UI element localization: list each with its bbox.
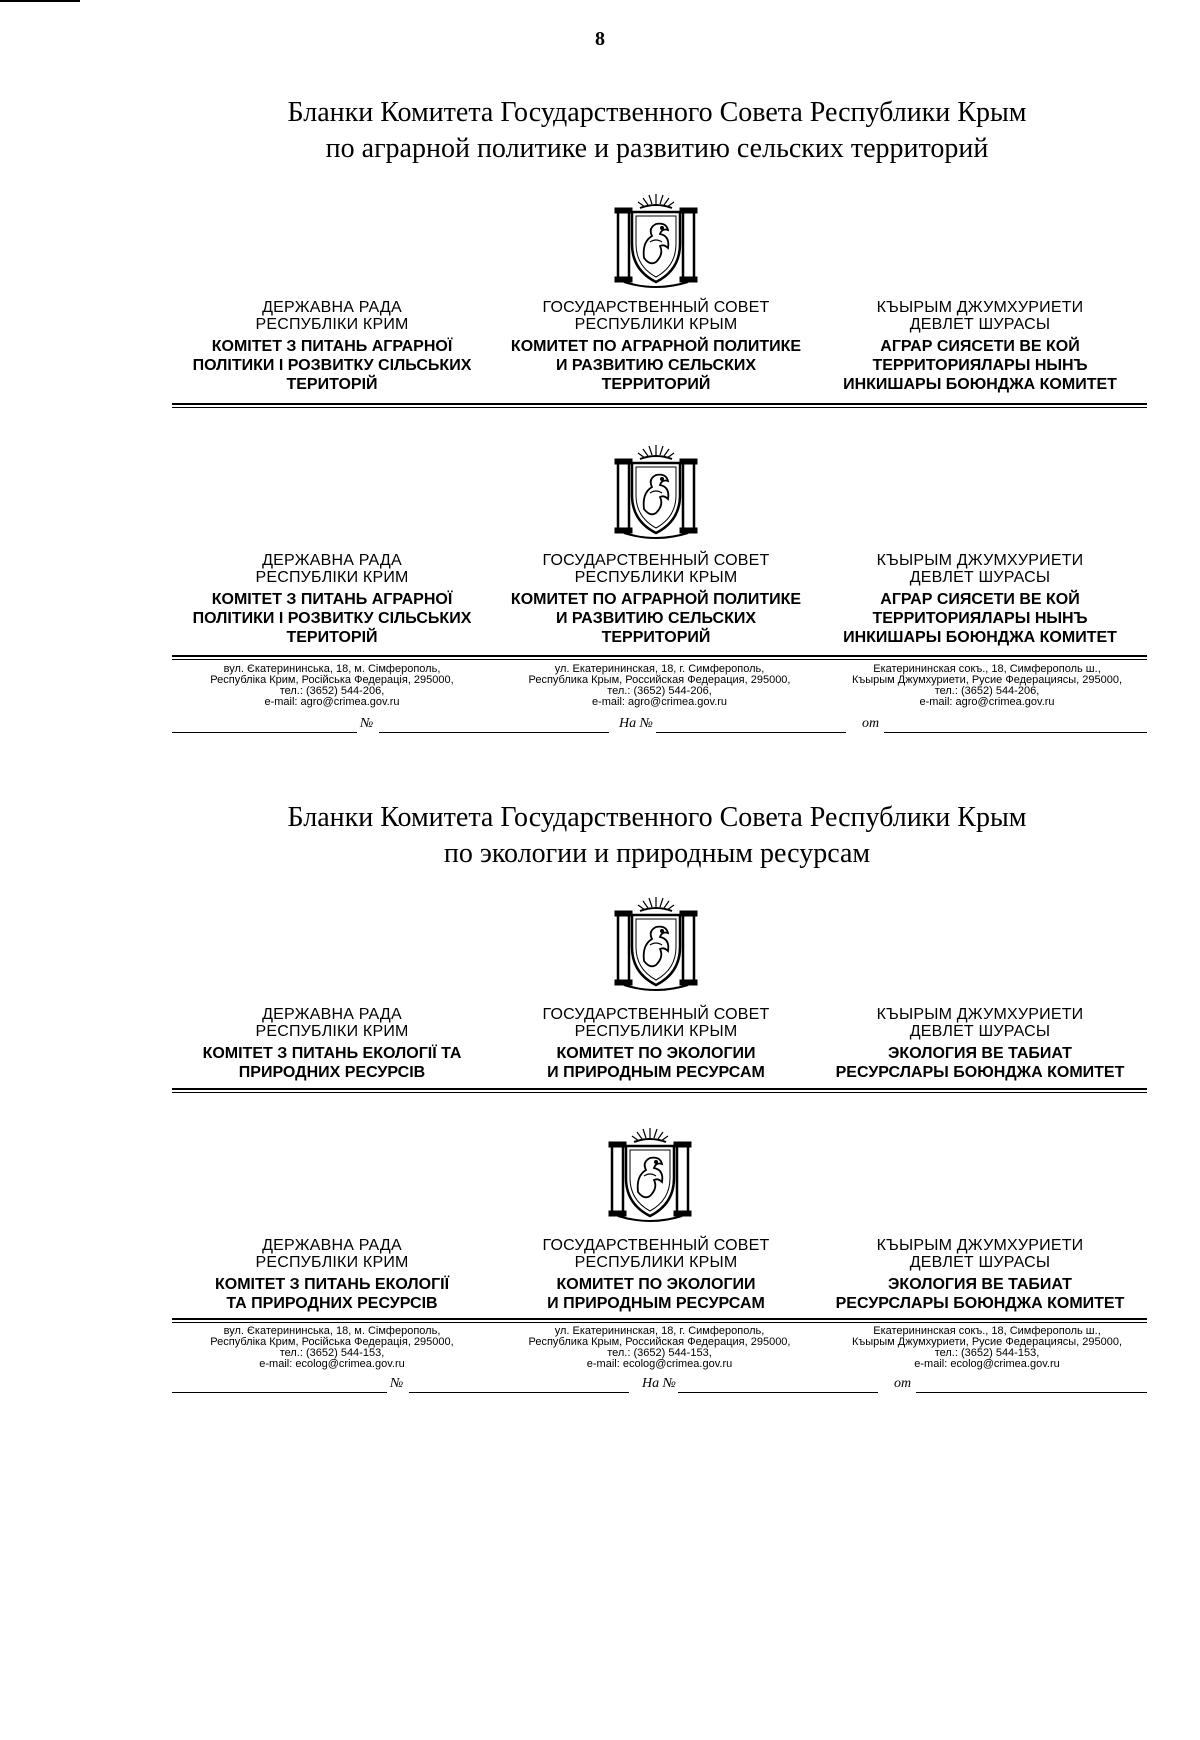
address-line: Екатерининская сокъ., 18, Симферополь ш., (873, 663, 1101, 675)
address-line: вул. Єкатерининська, 18, м. Сімферополь, (223, 1325, 441, 1337)
header-column-crimean-tatar (820, 299, 1140, 394)
org-line: ДЕРЖАВНА РАДА (262, 299, 402, 316)
blank-header (172, 1006, 1140, 1082)
header-rule (172, 403, 1147, 408)
reference-fields (172, 1375, 1147, 1393)
address-russian (500, 664, 820, 708)
address-email: e-mail: agro@crimea.gov.ru (919, 696, 1055, 708)
section-title-line: по аграрной политике и развитию сельских территорий (325, 133, 989, 164)
committee-line: ТА ПРИРОДНИХ РЕСУРСІВ (226, 1295, 438, 1312)
org-line: ГОСУДАРСТВЕННЫЙ СОВЕТ (542, 1237, 770, 1254)
blank-header (172, 1237, 1140, 1313)
blank-header (172, 299, 1140, 394)
section-title-line: по экологии и природным ресурсам (443, 838, 871, 869)
number-label: № (360, 716, 374, 731)
org-line: ДЕРЖАВНА РАДА (262, 1237, 402, 1254)
committee-line: ТЕРИТОРІЙ (286, 629, 378, 646)
address-line: Республика Крым, Российская Федерация, 295000, (528, 674, 791, 686)
address-email: e-mail: agro@crimea.gov.ru (591, 696, 728, 708)
in-reply-to-label: На № (619, 716, 653, 731)
committee-line: КОМИТЕТ ПО ЭКОЛОГИИ (556, 1276, 756, 1293)
address-line: вул. Єкатерининська, 18, м. Сімферополь, (223, 663, 441, 675)
address-phone: тел.: (3652) 544-153, (934, 1347, 1040, 1359)
org-line: ГОСУДАРСТВЕННЫЙ СОВЕТ (542, 299, 770, 316)
number-field-line (409, 1392, 629, 1393)
org-line: КЪЫРЫМ ДЖУМХУРИЕТИ (876, 552, 1084, 569)
committee-line: ИНКИШАРЫ БОЮНДЖА КОМИТЕТ (843, 376, 1117, 393)
committee-line: КОМИТЕТ ПО АГРАРНОЙ ПОЛИТИКЕ (510, 591, 802, 608)
from-field-line (916, 1392, 1147, 1393)
address-phone: тел.: (3652) 544-206, (607, 685, 712, 697)
committee-line: И ПРИРОДНЫМ РЕСУРСАМ (547, 1064, 765, 1081)
org-line: ДЕВЛЕТ ШУРАСЫ (909, 1023, 1051, 1040)
committee-line: КОМІТЕТ З ПИТАНЬ ЕКОЛОГІЇ ТА (202, 1045, 462, 1062)
address-crimean-tatar (827, 664, 1147, 708)
header-column-crimean-tatar (820, 1237, 1140, 1313)
address-phone: тел.: (3652) 544-206, (279, 685, 385, 697)
header-rule (172, 1318, 1147, 1323)
section-title-line: Бланки Комитета Государственного Совета Республики Крым (287, 802, 1027, 833)
committee-line: ТЕРРИТОРИЯЛАРЫ НЫНЪ (872, 357, 1088, 374)
header-column-crimean-tatar (820, 1006, 1140, 1082)
blank-header (172, 552, 1140, 647)
address-line: Республіка Крим, Російська Федерація, 295000, (210, 674, 454, 686)
org-line: РЕСПУБЛИКИ КРЫМ (574, 569, 738, 586)
header-column-russian (496, 299, 816, 394)
header-column-russian (496, 1237, 816, 1313)
header-column-ukrainian (172, 1006, 492, 1082)
header-column-ukrainian (172, 299, 492, 394)
header-rule (172, 655, 1147, 660)
address-crimean-tatar (827, 1326, 1147, 1370)
committee-line: ТЕРРИТОРИЙ (601, 629, 711, 646)
in-reply-to-label: На № (642, 1376, 676, 1391)
org-line: ГОСУДАРСТВЕННЫЙ СОВЕТ (542, 1006, 770, 1023)
committee-line: ПОЛІТИКИ І РОЗВИТКУ СІЛЬСЬКИХ (192, 357, 472, 374)
reference-fields (172, 715, 1147, 733)
committee-line: ТЕРРИТОРИЙ (601, 376, 711, 393)
committee-line: И ПРИРОДНЫМ РЕСУРСАМ (547, 1295, 765, 1312)
committee-line: АГРАР СИЯСЕТИ ВЕ КОЙ (880, 591, 1080, 608)
address-line: ул. Екатерининская, 18, г. Симферополь, (554, 663, 765, 675)
page-number: 8 (595, 28, 605, 50)
address-email: e-mail: ecolog@crimea.gov.ru (259, 1358, 405, 1370)
address-russian (500, 1326, 820, 1370)
committee-line: КОМІТЕТ З ПИТАНЬ АГРАРНОЇ (211, 591, 453, 608)
org-line: РЕСПУБЛІКИ КРИМ (255, 569, 409, 586)
committee-line: ТЕРИТОРІЙ (286, 376, 378, 393)
address-line: Республика Крым, Российская Федерация, 295000, (528, 1336, 791, 1348)
in-reply-to-field-line (678, 1392, 878, 1393)
committee-line: ИНКИШАРЫ БОЮНДЖА КОМИТЕТ (843, 629, 1117, 646)
org-line: КЪЫРЫМ ДЖУМХУРИЕТИ (876, 1006, 1084, 1023)
org-line: РЕСПУБЛІКИ КРИМ (255, 316, 409, 333)
header-column-ukrainian (172, 1237, 492, 1313)
org-line: КЪЫРЫМ ДЖУМХУРИЕТИ (876, 299, 1084, 316)
address-block (172, 664, 1147, 708)
address-email: e-mail: agro@crimea.gov.ru (264, 696, 400, 708)
section-title-line: Бланки Комитета Государственного Совета Республики Крым (287, 97, 1027, 128)
address-email: e-mail: ecolog@crimea.gov.ru (914, 1358, 1060, 1370)
from-label: от (862, 716, 880, 731)
address-line: Къырым Джумхуриети, Русие Федерациясы, 295000, (851, 674, 1123, 686)
from-label: от (894, 1376, 912, 1391)
header-column-ukrainian (172, 552, 492, 647)
number-label: № (390, 1376, 404, 1391)
crimea-coat-of-arms-icon (610, 443, 702, 539)
committee-line: РЕСУРСЛАРЫ БОЮНДЖА КОМИТЕТ (835, 1295, 1125, 1312)
org-line: ДЕВЛЕТ ШУРАСЫ (909, 1254, 1051, 1271)
crimea-coat-of-arms-icon (604, 1126, 696, 1222)
scan-corner-mark (0, 0, 80, 12)
committee-line: КОМИТЕТ ПО АГРАРНОЙ ПОЛИТИКЕ (510, 338, 802, 355)
org-line: ДЕВЛЕТ ШУРАСЫ (909, 316, 1051, 333)
org-line: РЕСПУБЛІКИ КРИМ (255, 1023, 409, 1040)
org-line: РЕСПУБЛИКИ КРЫМ (574, 1254, 738, 1271)
address-ukrainian (172, 664, 492, 708)
committee-line: КОМІТЕТ З ПИТАНЬ АГРАРНОЇ (211, 338, 453, 355)
date-field-line (172, 1392, 387, 1393)
committee-line: ЭКОЛОГИЯ ВЕ ТАБИАТ (888, 1276, 1072, 1293)
address-line: Къырым Джумхуриети, Русие Федерациясы, 295000, (851, 1336, 1123, 1348)
address-block (172, 1326, 1147, 1370)
in-reply-to-field-line (656, 732, 846, 733)
org-line: РЕСПУБЛИКИ КРЫМ (574, 316, 738, 333)
address-phone: тел.: (3652) 544-153, (607, 1347, 712, 1359)
committee-line: ЭКОЛОГИЯ ВЕ ТАБИАТ (888, 1045, 1072, 1062)
org-line: ГОСУДАРСТВЕННЫЙ СОВЕТ (542, 552, 770, 569)
org-line: ДЕВЛЕТ ШУРАСЫ (909, 569, 1051, 586)
committee-line: ПОЛІТИКИ І РОЗВИТКУ СІЛЬСЬКИХ (192, 610, 472, 627)
number-field-line (379, 732, 609, 733)
crimea-coat-of-arms-icon (610, 895, 702, 991)
committee-line: КОМИТЕТ ПО ЭКОЛОГИИ (556, 1045, 756, 1062)
address-line: Екатерининская сокъ., 18, Симферополь ш., (873, 1325, 1101, 1337)
org-line: РЕСПУБЛІКИ КРИМ (255, 1254, 409, 1271)
committee-line: ПРИРОДНИХ РЕСУРСІВ (238, 1064, 426, 1081)
org-line: КЪЫРЫМ ДЖУМХУРИЕТИ (876, 1237, 1084, 1254)
committee-line: КОМІТЕТ З ПИТАНЬ ЕКОЛОГІЇ (214, 1276, 450, 1293)
address-line: Республіка Крим, Російська Федерація, 295000, (210, 1336, 454, 1348)
committee-line: И РАЗВИТИЮ СЕЛЬСКИХ (555, 357, 757, 374)
address-ukrainian (172, 1326, 492, 1370)
address-line: ул. Екатерининская, 18, г. Симферополь, (554, 1325, 765, 1337)
committee-line: АГРАР СИЯСЕТИ ВЕ КОЙ (880, 338, 1080, 355)
committee-line: И РАЗВИТИЮ СЕЛЬСКИХ (555, 610, 757, 627)
header-rule (172, 1088, 1147, 1093)
address-email: e-mail: ecolog@crimea.gov.ru (586, 1358, 733, 1370)
committee-line: ТЕРРИТОРИЯЛАРЫ НЫНЪ (872, 610, 1088, 627)
org-line: ДЕРЖАВНА РАДА (262, 1006, 402, 1023)
section-title-ecology (0, 800, 1200, 872)
org-line: РЕСПУБЛИКИ КРЫМ (574, 1023, 738, 1040)
header-column-crimean-tatar (820, 552, 1140, 647)
crimea-coat-of-arms-icon (610, 192, 702, 288)
date-field-line (172, 732, 357, 733)
from-field-line (884, 732, 1147, 733)
org-line: ДЕРЖАВНА РАДА (262, 552, 402, 569)
address-phone: тел.: (3652) 544-206, (934, 685, 1040, 697)
address-phone: тел.: (3652) 544-153, (279, 1347, 385, 1359)
header-column-russian (496, 1006, 816, 1082)
header-column-russian (496, 552, 816, 647)
section-title-agrarian (0, 95, 1200, 167)
committee-line: РЕСУРСЛАРЫ БОЮНДЖА КОМИТЕТ (835, 1064, 1125, 1081)
